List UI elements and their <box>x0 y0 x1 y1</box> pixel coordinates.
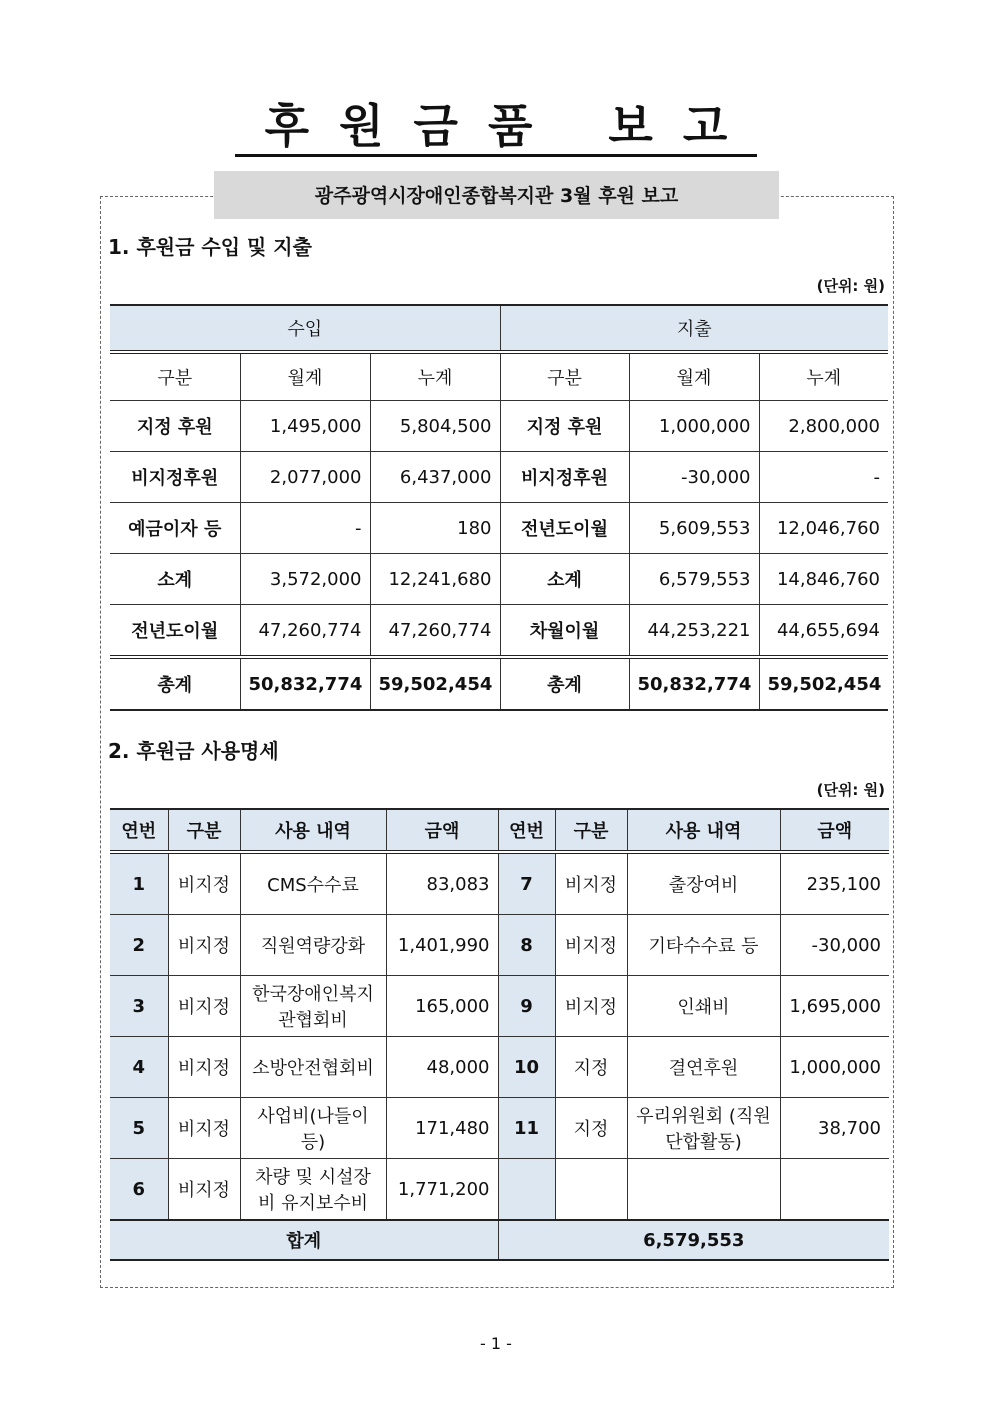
table-row <box>110 976 889 1037</box>
usage-desc: CMS수수료 <box>240 852 386 915</box>
usage-desc: 직원역량강화 <box>240 915 386 976</box>
page-number: - 1 - <box>480 1334 512 1353</box>
sum-value: 6,579,553 <box>498 1220 889 1260</box>
serial-no: 11 <box>498 1098 555 1159</box>
expense-cumulative: 12,046,760 <box>759 503 888 554</box>
sum-label: 합계 <box>110 1220 498 1260</box>
usage-amount: 1,695,000 <box>780 976 889 1037</box>
table-row <box>110 852 889 915</box>
income-category: 전년도이월 <box>110 605 240 658</box>
expense-total-cumulative: 59,502,454 <box>759 657 888 710</box>
report-subtitle: 광주광역시장애인종합복지관 3월 후원 보고 <box>214 171 779 219</box>
expense-total-month: 50,832,774 <box>629 657 759 710</box>
expense-category: 전년도이월 <box>500 503 629 554</box>
income-cumulative: 180 <box>370 503 500 554</box>
income-cumulative: 5,804,500 <box>370 401 500 452</box>
serial-no: 9 <box>498 976 555 1037</box>
serial-no: 6 <box>110 1159 168 1221</box>
table-row <box>110 452 888 503</box>
serial-no: 10 <box>498 1037 555 1098</box>
total-row <box>110 657 888 710</box>
expense-cumulative: 14,846,760 <box>759 554 888 605</box>
usage-type: 지정 <box>555 1037 627 1098</box>
table-row <box>110 554 888 605</box>
income-category: 비지정후원 <box>110 452 240 503</box>
expense-cumulative: 44,655,694 <box>759 605 888 658</box>
table-row <box>110 401 888 452</box>
col-category: 구분 <box>500 352 629 401</box>
serial-no: 1 <box>110 852 168 915</box>
section1-unit: (단위: 원) <box>816 277 885 295</box>
expense-category: 지정 후원 <box>500 401 629 452</box>
usage-desc: 소방안전협회비 <box>240 1037 386 1098</box>
col-no: 연번 <box>110 809 168 852</box>
expense-cumulative: 2,800,000 <box>759 401 888 452</box>
col-no: 연번 <box>498 809 555 852</box>
serial-no: 3 <box>110 976 168 1037</box>
usage-type <box>555 1159 627 1221</box>
usage-amount <box>780 1159 889 1221</box>
income-category: 지정 후원 <box>110 401 240 452</box>
usage-desc: 결연후원 <box>627 1037 780 1098</box>
col-desc: 사용 내역 <box>627 809 780 852</box>
usage-desc: 인쇄비 <box>627 976 780 1037</box>
col-category: 구분 <box>110 352 240 401</box>
expense-month: 6,579,553 <box>629 554 759 605</box>
table-row <box>110 605 888 658</box>
usage-type: 비지정 <box>168 976 240 1037</box>
usage-desc: 한국장애인복지 관협회비 <box>240 976 386 1037</box>
income-month: 47,260,774 <box>240 605 370 658</box>
expense-month: 44,253,221 <box>629 605 759 658</box>
income-cumulative: 6,437,000 <box>370 452 500 503</box>
page-title: 후원금품 보고 <box>0 98 992 157</box>
expense-month: -30,000 <box>629 452 759 503</box>
col-desc: 사용 내역 <box>240 809 386 852</box>
col-month: 월계 <box>629 352 759 401</box>
usage-amount: 1,000,000 <box>780 1037 889 1098</box>
usage-type: 비지정 <box>168 1037 240 1098</box>
col-type: 구분 <box>168 809 240 852</box>
expense-cumulative: - <box>759 452 888 503</box>
usage-type: 비지정 <box>168 852 240 915</box>
sum-row <box>110 1220 889 1260</box>
income-month: 2,077,000 <box>240 452 370 503</box>
table-row <box>110 1037 889 1098</box>
income-total-cumulative: 59,502,454 <box>370 657 500 710</box>
usage-amount: 38,700 <box>780 1098 889 1159</box>
income-category: 소계 <box>110 554 240 605</box>
expense-category: 소계 <box>500 554 629 605</box>
serial-no <box>498 1159 555 1221</box>
usage-desc: 사업비(나들이 등) <box>240 1098 386 1159</box>
usage-amount: 83,083 <box>386 852 498 915</box>
col-type: 구분 <box>555 809 627 852</box>
serial-no: 8 <box>498 915 555 976</box>
serial-no: 5 <box>110 1098 168 1159</box>
col-amount: 금액 <box>386 809 498 852</box>
section2-unit: (단위: 원) <box>816 781 885 799</box>
expense-month: 1,000,000 <box>629 401 759 452</box>
usage-amount: -30,000 <box>780 915 889 976</box>
usage-type: 비지정 <box>168 915 240 976</box>
col-cumulative: 누계 <box>759 352 888 401</box>
usage-desc: 우리위원회 (직원단합활동) <box>627 1098 780 1159</box>
income-month: 1,495,000 <box>240 401 370 452</box>
serial-no: 7 <box>498 852 555 915</box>
income-cumulative: 47,260,774 <box>370 605 500 658</box>
expense-category: 차월이월 <box>500 605 629 658</box>
usage-desc: 출장여비 <box>627 852 780 915</box>
usage-type: 비지정 <box>168 1098 240 1159</box>
expense-category: 비지정후원 <box>500 452 629 503</box>
income-category: 예금이자 등 <box>110 503 240 554</box>
usage-detail-table <box>110 808 889 1261</box>
table-row <box>110 915 889 976</box>
usage-type: 비지정 <box>555 852 627 915</box>
serial-no: 2 <box>110 915 168 976</box>
income-total-month: 50,832,774 <box>240 657 370 710</box>
income-month: - <box>240 503 370 554</box>
usage-type: 비지정 <box>555 915 627 976</box>
usage-type: 지정 <box>555 1098 627 1159</box>
usage-amount: 235,100 <box>780 852 889 915</box>
section1-heading: 1. 후원금 수입 및 지출 <box>108 235 312 259</box>
usage-amount: 165,000 <box>386 976 498 1037</box>
col-cumulative: 누계 <box>370 352 500 401</box>
section2-heading: 2. 후원금 사용명세 <box>108 739 279 763</box>
usage-desc: 차량 및 시설장비 유지보수비 <box>240 1159 386 1221</box>
income-month: 3,572,000 <box>240 554 370 605</box>
serial-no: 4 <box>110 1037 168 1098</box>
table-row <box>110 503 888 554</box>
income-expense-table <box>110 304 888 711</box>
expense-total-label: 총계 <box>500 657 629 710</box>
expense-header: 지출 <box>500 305 888 352</box>
usage-amount: 1,771,200 <box>386 1159 498 1221</box>
col-amount: 금액 <box>780 809 889 852</box>
usage-amount: 48,000 <box>386 1037 498 1098</box>
usage-type: 비지정 <box>168 1159 240 1221</box>
usage-desc: 기타수수료 등 <box>627 915 780 976</box>
income-header: 수입 <box>110 305 500 352</box>
usage-desc <box>627 1159 780 1221</box>
table-row <box>110 1098 889 1159</box>
income-total-label: 총계 <box>110 657 240 710</box>
table-row <box>110 1159 889 1221</box>
usage-type: 비지정 <box>555 976 627 1037</box>
usage-amount: 171,480 <box>386 1098 498 1159</box>
usage-amount: 1,401,990 <box>386 915 498 976</box>
expense-month: 5,609,553 <box>629 503 759 554</box>
income-cumulative: 12,241,680 <box>370 554 500 605</box>
col-month: 월계 <box>240 352 370 401</box>
